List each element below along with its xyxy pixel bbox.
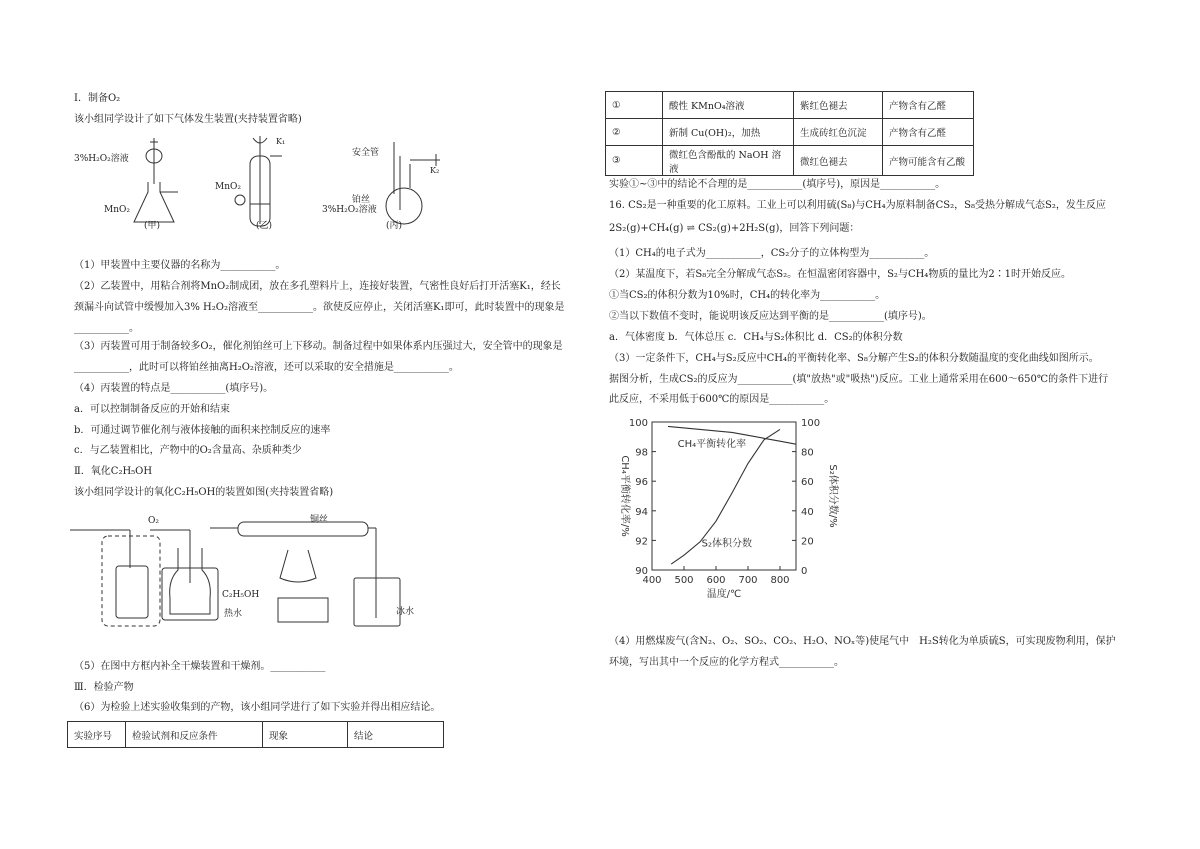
label-o2: O₂ [148, 516, 159, 526]
question-4: （4）丙装置的特点是___________(填序号)。 [74, 383, 274, 394]
y-right-tick-label: 60 [801, 477, 814, 489]
question-1: （1）甲装置中主要仪器的名称为___________。 [74, 260, 286, 271]
table-cell: ② [606, 119, 663, 146]
label-jia-reagent: 3%H₂O₂溶液 [74, 154, 129, 164]
question-4-option-c: c．与乙装置相比，产物中的O₂含量高、杂质种类少 [74, 445, 302, 456]
y-right-tick-label: 0 [801, 566, 808, 577]
label-ethanol: C₂H₅OH [222, 590, 260, 600]
label-bing-name: (丙) [386, 221, 403, 231]
label-copper-wire: 铜丝 [310, 515, 329, 525]
y-right-tick-label: 40 [801, 506, 814, 518]
label-bing-k2: K₂ [430, 166, 440, 175]
question-16-2: （2）某温度下，若S₈完全分解成气态S₂。在恒温密闭容器中，S₂与CH₄物质的量比为2∶1时开始反应。 [609, 269, 1072, 280]
check-table-header [67, 721, 444, 748]
question-16-4-line-2: 环境，写出其中一个反应的化学方程式___________。 [609, 657, 844, 668]
y-right-axis-label: S₂体积分数/% [827, 464, 838, 528]
section-2-intro: 该小组同学设计的氧化C₂H₅OH的装置如图(夹持装置省略) [74, 487, 334, 498]
question-16-2-a: ①当CS₂的体积分数为10%时，CH₄的转化率为___________。 [609, 290, 886, 301]
x-tick-label: 500 [674, 575, 694, 586]
x-tick-label: 600 [706, 575, 726, 586]
question-16-3-line-2: 据图分析，生成CS₂的反应为___________(填"放热"或"吸热")反应。工业上通常采用在600～650℃的条件下进行 [609, 374, 1109, 385]
x-axis-label: 温度/℃ [706, 589, 742, 600]
label-yi-k1: K₁ [276, 137, 286, 146]
y-left-tick-label: 96 [635, 477, 648, 489]
label-ice-water: 冰水 [396, 607, 415, 617]
header-cell: 检验试剂和反应条件 [126, 722, 263, 748]
question-2-line-1: （2）乙装置中，用粘合剂将MnO₂制成团，放在多孔塑料片上，连接好装置，气密性良好后打开活塞K₁，经长 [74, 281, 561, 292]
series-label-ch4: CH₄平衡转化率 [677, 439, 747, 451]
question-16-equation: 2S₂(g)+CH₄(g) ⇌ CS₂(g)+2H₂S(g)，回答下列问题： [609, 223, 860, 234]
table-cell: 产物含有乙醛 [883, 119, 974, 146]
apparatus-figure-2 [70, 508, 450, 648]
y-left-tick-label: 92 [635, 536, 648, 548]
y-left-tick-label: 90 [635, 566, 648, 577]
label-hot-water: 热水 [224, 609, 243, 619]
question-3-line-1: （3）丙装置可用于制备较多O₂，催化剂铂丝可上下移动。制备过程中如果体系内压强过大，安全管中的现象是 [74, 341, 563, 352]
question-4-option-b: b．可通过调节催化剂与液体接触的面积来控制反应的速率 [74, 425, 331, 436]
series-label-s2: S₂体积分数 [701, 538, 752, 550]
table-cell: 紫红色褪去 [794, 92, 883, 119]
question-2-line-3: ___________。 [74, 323, 139, 334]
label-jia-solid: MnO₂ [104, 205, 130, 215]
label-bing-wire: 铂丝 [352, 195, 371, 205]
table-cell: 新制 Cu(OH)₂，加热 [663, 119, 794, 146]
temperature-chart [608, 412, 848, 610]
y-right-tick-label: 20 [801, 536, 814, 548]
question-2-line-2: 颈漏斗向试管中缓慢加入3% H₂O₂溶液至___________。欲使反应停止，关闭活塞K₁即可，此时装置中的现象是 [74, 302, 565, 313]
table-cell: ① [606, 92, 663, 119]
section-1-title: Ⅰ．制备O₂ [74, 93, 121, 104]
label-yi-name: (乙) [256, 221, 273, 231]
y-left-axis-label: CH₄平衡转化率/% [619, 455, 630, 537]
label-jia-name: (甲) [144, 221, 161, 231]
question-5: （5）在图中方框内补全干燥装置和干燥剂。___________ [74, 661, 326, 672]
question-16-intro: 16. CS₂是一种重要的化工原料。工业上可以利用硫(S₈)与CH₄为原料制备CS₂，S₈受热分解成气态S₂，发生反应 [609, 200, 1106, 211]
y-left-tick-label: 94 [635, 506, 648, 518]
y-left-tick-label: 100 [628, 418, 648, 429]
after-table-question: 实验①~③中的结论不合理的是___________(填序号)，原因是___________。 [609, 179, 946, 190]
table-cell: 微红色含酚酞的 NaOH 溶液 [663, 146, 794, 176]
x-tick-label: 800 [770, 575, 790, 586]
question-16-2-options: a．气体密度 b．气体总压 c．CH₄与S₂体积比 d．CS₂的体积分数 [609, 332, 903, 343]
section-1-intro: 该小组同学设计了如下气体发生装置(夹持装置省略) [74, 114, 302, 125]
x-tick-label: 400 [642, 575, 662, 586]
question-4-option-a: a．可以控制制备反应的开始和结束 [74, 404, 230, 415]
section-2-title: Ⅱ．氧化C₂H₅OH [74, 466, 153, 477]
x-tick-label: 700 [738, 575, 758, 586]
label-bing-tube: 安全管 [352, 148, 380, 158]
question-16-4-line-1: （4）用燃煤废气(含N₂、O₂、SO₂、CO₂、H₂O、NOₓ等)使尾气中 H₂S转化为单质硫S，可实现废物利用，保护 [609, 636, 1116, 647]
table-cell: 酸性 KMnO₄溶液 [663, 92, 794, 119]
label-bing-reagent: 3%H₂O₂溶液 [322, 205, 377, 215]
table-cell: 产物可能含有乙酸 [883, 146, 974, 176]
y-right-tick-label: 80 [801, 447, 814, 459]
question-16-2-b: ②当以下数值不变时，能说明该反应达到平衡的是___________(填序号)。 [609, 311, 932, 322]
y-right-tick-label: 100 [801, 418, 821, 429]
label-yi-solid: MnO₂ [215, 182, 241, 192]
question-3-line-2: ___________，此时可以将铂丝抽离H₂O₂溶液，还可以采取的安全措施是___________。 [74, 362, 459, 373]
table-cell: 生成砖红色沉淀 [794, 119, 883, 146]
table-cell: 产物含有乙醛 [883, 92, 974, 119]
y-left-tick-label: 98 [635, 447, 648, 459]
header-cell: 实验序号 [68, 722, 126, 748]
header-cell: 现象 [263, 722, 348, 748]
header-cell: 结论 [348, 722, 444, 748]
section-3-title: Ⅲ．检验产物 [74, 682, 134, 693]
table-cell: 微红色褪去 [794, 146, 883, 176]
check-table-rows [605, 91, 974, 176]
table-cell: ③ [606, 146, 663, 176]
question-16-3-line-1: （3）一定条件下，CH₄与S₂反应中CH₄的平衡转化率、S₈分解产生S₂的体积分数随温度的变化曲线如图所示。 [609, 353, 1099, 364]
question-6: （6）为检验上述实验收集到的产物，该小组同学进行了如下实验并得出相应结论。 [74, 702, 441, 713]
question-16-3-line-3: 此反应，不采用低于600℃的原因是___________。 [609, 394, 835, 405]
question-16-1: （1）CH₄的电子式为___________，CS₂分子的立体构型为___________。 [609, 248, 935, 259]
